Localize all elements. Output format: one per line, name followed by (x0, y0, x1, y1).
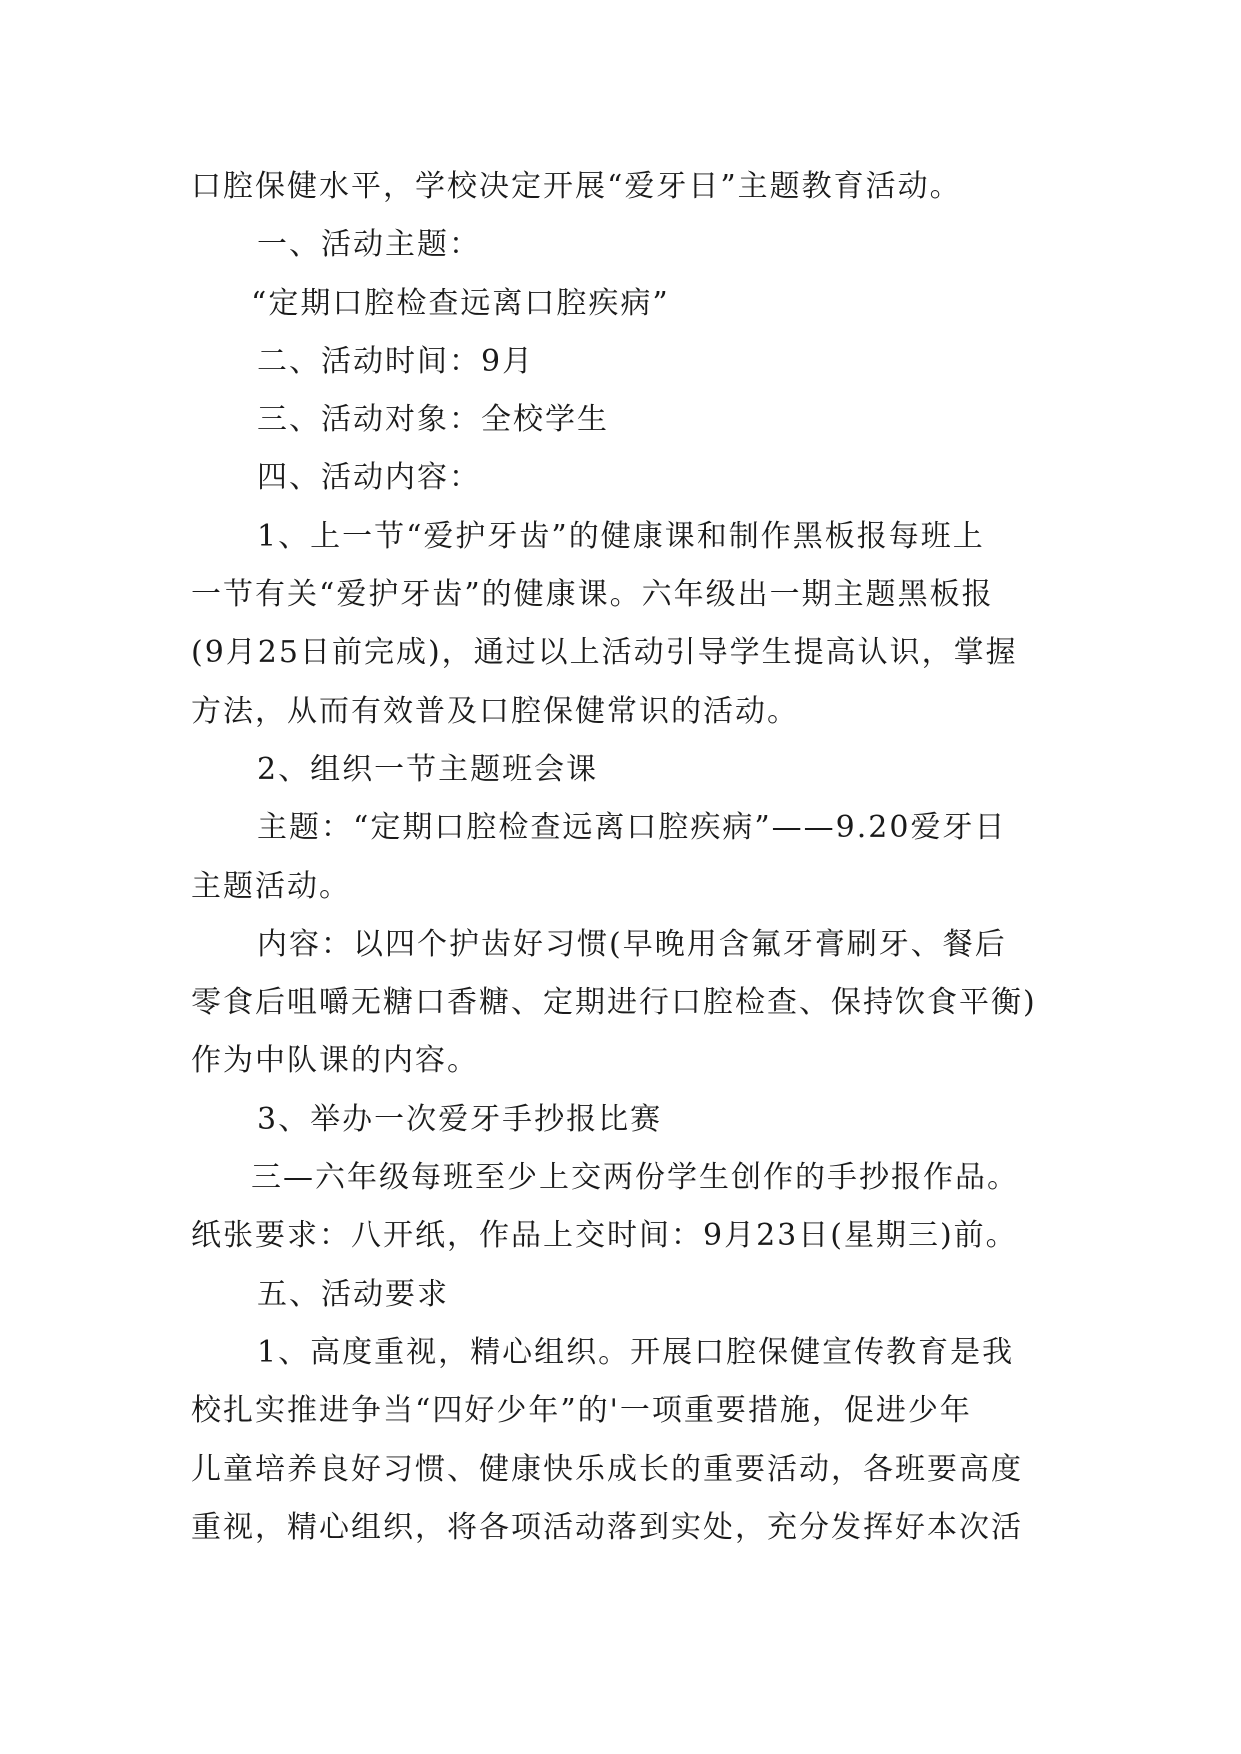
section-heading-audience: 三、活动对象：全校学生 (257, 402, 609, 438)
paragraph-line: 1、上一节“爱护牙齿”的健康课和制作黑板报每班上 (257, 518, 985, 554)
paragraph-line: 口腔保健水平，学校决定开展“爱牙日”主题教育活动。 (191, 169, 962, 204)
section-heading-requirements: 五、活动要求 (257, 1276, 449, 1312)
item-heading-class-meeting: 2、组织一节主题班会课 (257, 751, 599, 787)
theme-text: “定期口腔检查远离口腔疾病” (251, 285, 670, 321)
paragraph-line: 重视，精心组织，将各项活动落到实处，充分发挥好本次活 (191, 1509, 1023, 1545)
paragraph-line: 零食后咀嚼无糖口香糖、定期进行口腔检查、保持饮食平衡) (191, 985, 1037, 1021)
item-heading-contest: 3、举办一次爱牙手抄报比赛 (257, 1101, 663, 1137)
paragraph-line: 三—六年级每班至少上交两份学生创作的手抄报作品。 (251, 1160, 1019, 1196)
paragraph-line: (9月25日前完成)，通过以上活动引导学生提高认识，掌握 (191, 635, 1018, 671)
section-heading-time: 二、活动时间：9月 (257, 343, 535, 379)
section-heading-content: 四、活动内容： (257, 460, 481, 496)
paragraph-line: 校扎实推进争当“四好少年”的'一项重要措施，促进少年 (191, 1393, 972, 1429)
paragraph-line: 一节有关“爱护牙齿”的健康课。六年级出一期主题黑板报 (191, 577, 994, 613)
paragraph-line: 儿童培养良好习惯、健康快乐成长的重要活动，各班要高度 (191, 1451, 1023, 1487)
section-heading-theme: 一、活动主题： (257, 227, 481, 263)
paragraph-line: 作为中队课的内容。 (191, 1043, 479, 1079)
document-body (191, 158, 1051, 1557)
paragraph-line: 内容：以四个护齿好习惯(早晚用含氟牙膏刷牙、餐后 (257, 926, 1007, 962)
paragraph-line: 主题活动。 (191, 868, 351, 904)
paragraph-line: 纸张要求：八开纸，作品上交时间：9月23日(星期三)前。 (191, 1218, 1018, 1254)
paragraph-line: 1、高度重视，精心组织。开展口腔保健宣传教育是我 (257, 1334, 1015, 1370)
paragraph-line: 方法，从而有效普及口腔保健常识的活动。 (191, 693, 799, 729)
paragraph-line: 主题：“定期口腔检查远离口腔疾病”——9.20爱牙日 (257, 810, 1007, 846)
